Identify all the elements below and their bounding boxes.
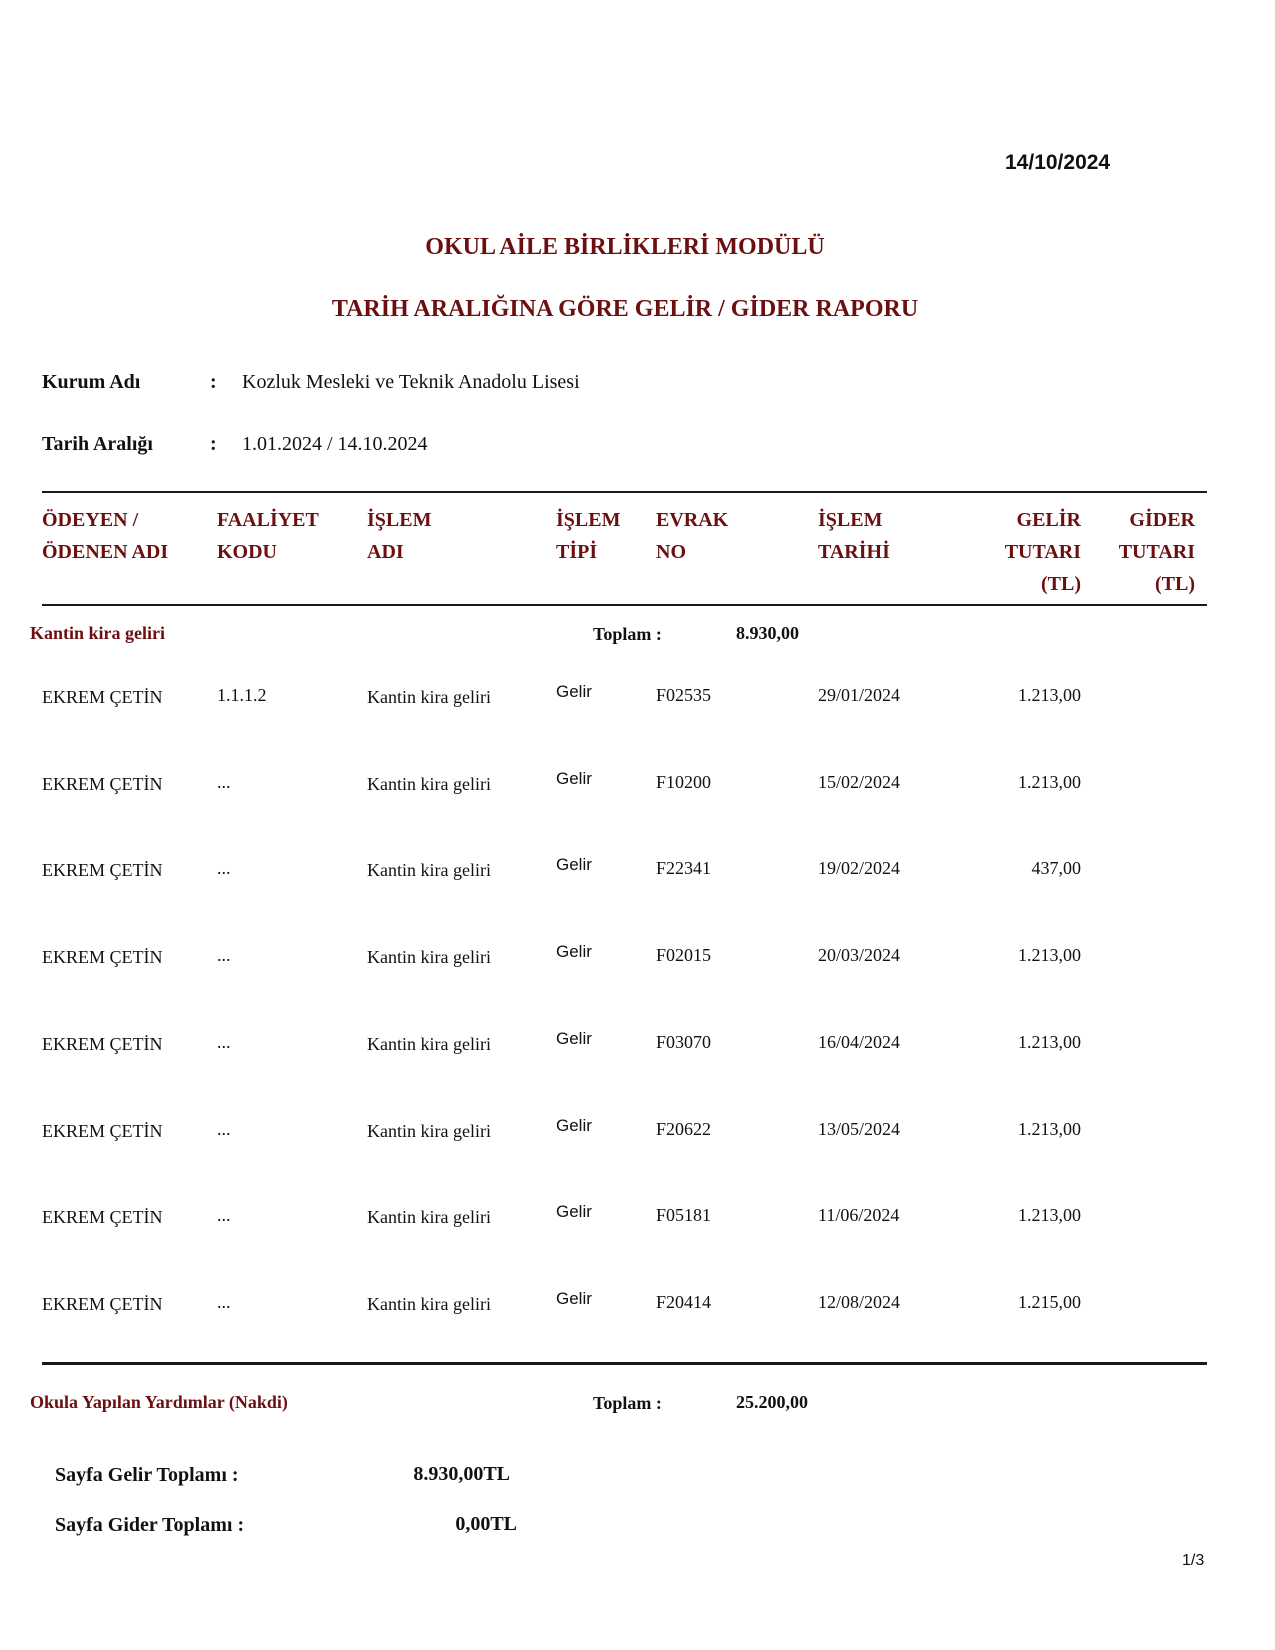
income-amount-cell: 1.213,00 — [1018, 1119, 1081, 1139]
date-range-colon: : — [210, 433, 217, 455]
transaction-name-cell: Kantin kira geliri — [367, 1294, 491, 1314]
group-total-label: Toplam : — [593, 624, 662, 644]
transaction-name-cell: Kantin kira geliri — [367, 1207, 491, 1227]
group-total-label: Toplam : — [593, 1393, 662, 1413]
page-expense-total-label: Sayfa Gider Toplamı : — [55, 1514, 245, 1536]
institution-colon: : — [210, 371, 217, 393]
transaction-date-cell: 29/01/2024 — [818, 685, 901, 705]
group-total-value: 25.200,00 — [736, 1392, 808, 1412]
activity-code-cell: 1.1.1.2 — [217, 685, 267, 705]
page-income-total-value: 8.930,00TL — [413, 1463, 510, 1485]
document-no-cell: F02535 — [656, 685, 712, 705]
activity-code-cell: ... — [217, 1292, 231, 1312]
payer-cell: EKREM ÇETİN — [42, 1034, 163, 1054]
institution-label: Kurum Adı — [42, 371, 141, 393]
income-amount-cell: 1.213,00 — [1018, 772, 1081, 792]
group-name-kantin: Kantin kira geliri — [30, 623, 165, 643]
group-name-yardimlar: Okula Yapılan Yardımlar (Nakdi) — [30, 1392, 288, 1412]
transaction-date-cell: 11/06/2024 — [818, 1205, 900, 1225]
date-range-label: Tarih Aralığı — [42, 433, 153, 455]
column-header-activity-code: FAALİYET KODU — [217, 509, 319, 563]
group-total-value: 8.930,00 — [736, 623, 799, 643]
document-no-cell: F05181 — [656, 1205, 712, 1225]
module-title: OKUL AİLE BİRLİKLERİ MODÜLÜ — [425, 234, 825, 260]
activity-code-cell: ... — [217, 1205, 231, 1225]
activity-code-cell: ... — [217, 1032, 231, 1052]
transaction-date-cell: 15/02/2024 — [818, 772, 901, 792]
transaction-name-cell: Kantin kira geliri — [367, 860, 491, 880]
column-header-transaction-date: İŞLEM TARİHİ — [818, 509, 890, 563]
table-top-rule — [42, 491, 1207, 493]
income-amount-cell: 1.215,00 — [1018, 1292, 1081, 1312]
payer-cell: EKREM ÇETİN — [42, 774, 163, 794]
print-date: 14/10/2024 — [1005, 151, 1111, 174]
institution-value: Kozluk Mesleki ve Teknik Anadolu Lisesi — [242, 371, 580, 393]
transaction-date-cell: 13/05/2024 — [818, 1119, 901, 1139]
document-no-cell: F22341 — [656, 858, 712, 878]
transaction-name-cell: Kantin kira geliri — [367, 1121, 491, 1141]
transaction-name-cell: Kantin kira geliri — [367, 947, 491, 967]
column-header-transaction-type: İŞLEM TİPİ — [556, 509, 621, 563]
transaction-type-cell: Gelir — [556, 1116, 592, 1135]
column-header-document-no: EVRAK NO — [656, 509, 729, 563]
table-header-bottom-rule — [42, 604, 1207, 606]
column-header-expense-amount: GİDER TUTARI (TL) — [1118, 509, 1195, 595]
activity-code-cell: ... — [217, 945, 231, 965]
income-amount-cell: 1.213,00 — [1018, 945, 1081, 965]
transaction-name-cell: Kantin kira geliri — [367, 1034, 491, 1054]
table-bottom-rule — [42, 1362, 1207, 1365]
transaction-type-cell: Gelir — [556, 1202, 592, 1221]
transaction-type-cell: Gelir — [556, 769, 592, 788]
document-no-cell: F20622 — [656, 1119, 712, 1139]
activity-code-cell: ... — [217, 772, 231, 792]
report-title: TARİH ARALIĞINA GÖRE GELİR / GİDER RAPORU — [331, 296, 919, 322]
document-no-cell: F20414 — [656, 1292, 712, 1312]
transaction-type-cell: Gelir — [556, 855, 592, 874]
payer-cell: EKREM ÇETİN — [42, 1207, 163, 1227]
activity-code-cell: ... — [217, 1119, 231, 1139]
transaction-type-cell: Gelir — [556, 1289, 592, 1308]
transaction-date-cell: 19/02/2024 — [818, 858, 901, 878]
transaction-date-cell: 20/03/2024 — [818, 945, 901, 965]
income-amount-cell: 1.213,00 — [1018, 1205, 1081, 1225]
document-no-cell: F03070 — [656, 1032, 712, 1052]
page-income-total-label: Sayfa Gelir Toplamı : — [55, 1464, 239, 1486]
column-header-income-amount: GELİR TUTARI (TL) — [1004, 509, 1081, 595]
transaction-name-cell: Kantin kira geliri — [367, 687, 491, 707]
payer-cell: EKREM ÇETİN — [42, 1121, 163, 1141]
transaction-date-cell: 16/04/2024 — [818, 1032, 901, 1052]
transaction-type-cell: Gelir — [556, 942, 592, 961]
column-header-transaction-name: İŞLEM ADI — [367, 509, 432, 563]
income-amount-cell: 437,00 — [1031, 858, 1081, 878]
document-no-cell: F02015 — [656, 945, 712, 965]
page-number: 1/3 — [1182, 1552, 1205, 1569]
date-range-value: 1.01.2024 / 14.10.2024 — [242, 433, 428, 455]
transaction-date-cell: 12/08/2024 — [818, 1292, 901, 1312]
column-header-payer: ÖDEYEN / ÖDENEN ADI — [42, 509, 169, 563]
document-no-cell: F10200 — [656, 772, 712, 792]
activity-code-cell: ... — [217, 858, 231, 878]
transaction-type-cell: Gelir — [556, 1029, 592, 1048]
transaction-name-cell: Kantin kira geliri — [367, 774, 491, 794]
payer-cell: EKREM ÇETİN — [42, 1294, 163, 1314]
page-expense-total-value: 0,00TL — [455, 1513, 517, 1535]
income-amount-cell: 1.213,00 — [1018, 685, 1081, 705]
payer-cell: EKREM ÇETİN — [42, 860, 163, 880]
income-amount-cell: 1.213,00 — [1018, 1032, 1081, 1052]
payer-cell: EKREM ÇETİN — [42, 687, 163, 707]
transaction-type-cell: Gelir — [556, 682, 592, 701]
payer-cell: EKREM ÇETİN — [42, 947, 163, 967]
